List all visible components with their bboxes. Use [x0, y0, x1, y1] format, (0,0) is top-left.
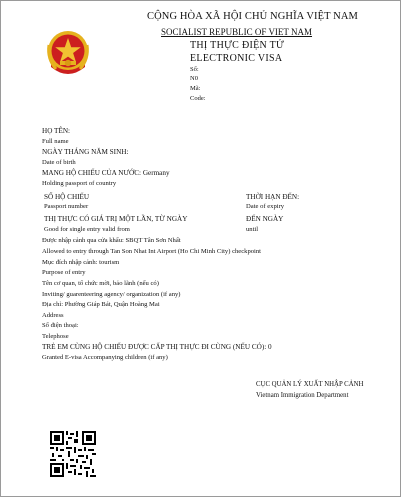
qr-code-icon	[50, 431, 96, 477]
purpose-label-en: Purpose of entry	[42, 269, 86, 276]
entry-checkpoint-vn: Được nhập cảnh qua cửa khẩu: SBQT Tân Sơn Nhất	[42, 237, 181, 244]
department-name-vn: CỤC QUẢN LÝ XUẤT NHẬP CẢNH	[256, 381, 364, 388]
children-label-vn: TRẺ EM CÙNG HỘ CHIẾU ĐƯỢC CẤP THỊ THỰC ĐI CÙNG (NẾU CÓ): 0	[42, 343, 272, 351]
department-name-en: Vietnam Immigration Department	[256, 392, 349, 399]
nationality-label-en: Holding passport of country	[42, 180, 117, 187]
passport-number-label-en: Passport number	[44, 203, 89, 210]
entry-checkpoint-en: Allowed to entry through Tan Son Nhat Int Airport (Ho Chi Minh City) checkpoint	[42, 248, 261, 255]
children-label-en: Granted E-visa Accompanying children (if any)	[42, 354, 168, 361]
national-emblem-icon	[42, 27, 94, 79]
full-name-label-en: Full name	[42, 138, 69, 145]
purpose-label-vn: Mục đích nhập cảnh: tourism	[42, 259, 120, 266]
address-label-vn: Địa chỉ: Phường Giáp Bát, Quận Hoàng Mai	[42, 301, 160, 308]
visa-title-en: ELECTRONIC VISA	[190, 53, 283, 64]
visa-code-label-vn: Mã:	[190, 85, 201, 92]
expiry-label-vn: THỜI HẠN ĐẾN:	[246, 193, 300, 201]
passport-number-label-vn: SỐ HỘ CHIẾU	[44, 193, 90, 201]
full-name-label-vn: HỌ TÊN:	[42, 127, 71, 135]
until-label-en: until	[246, 226, 259, 233]
dob-label-vn: NGÀY THÁNG NĂM SINH:	[42, 148, 129, 156]
nationality-label-vn: MANG HỘ CHIẾU CỦA NƯỚC: Germany	[42, 169, 170, 177]
dob-label-en: Date of birth	[42, 159, 76, 166]
inviting-org-label-en: Inviting/ guarenteering agency/ organization (if any)	[42, 291, 181, 298]
phone-label-vn: Số điện thoại:	[42, 322, 79, 329]
country-name-vn: CỘNG HÒA XÃ HỘI CHỦ NGHĨA VIỆT NAM	[147, 11, 358, 22]
visa-number-label-vn: Số:	[190, 66, 199, 73]
expiry-label-en: Date of expiry	[246, 203, 285, 210]
visa-title-vn: THỊ THỰC ĐIỆN TỬ	[190, 40, 285, 51]
country-name-en: SOCIALIST REPUBLIC OF VIET NAM	[161, 27, 313, 37]
visa-code-label-en: Code:	[190, 95, 206, 102]
inviting-org-label-vn: Tên cơ quan, tổ chức mời, bảo lãnh (nếu có)	[42, 280, 159, 287]
single-entry-label-en: Good for single entry valid from	[44, 226, 130, 233]
phone-label-en: Telephose	[42, 333, 69, 340]
until-label-vn: ĐẾN NGÀY	[246, 215, 284, 223]
address-label-en: Address	[42, 312, 64, 319]
visa-number-label-en: N0	[190, 75, 198, 82]
single-entry-label-vn: THỊ THỰC CÓ GIÁ TRỊ MỘT LẦN, TỪ NGÀY	[44, 215, 188, 223]
